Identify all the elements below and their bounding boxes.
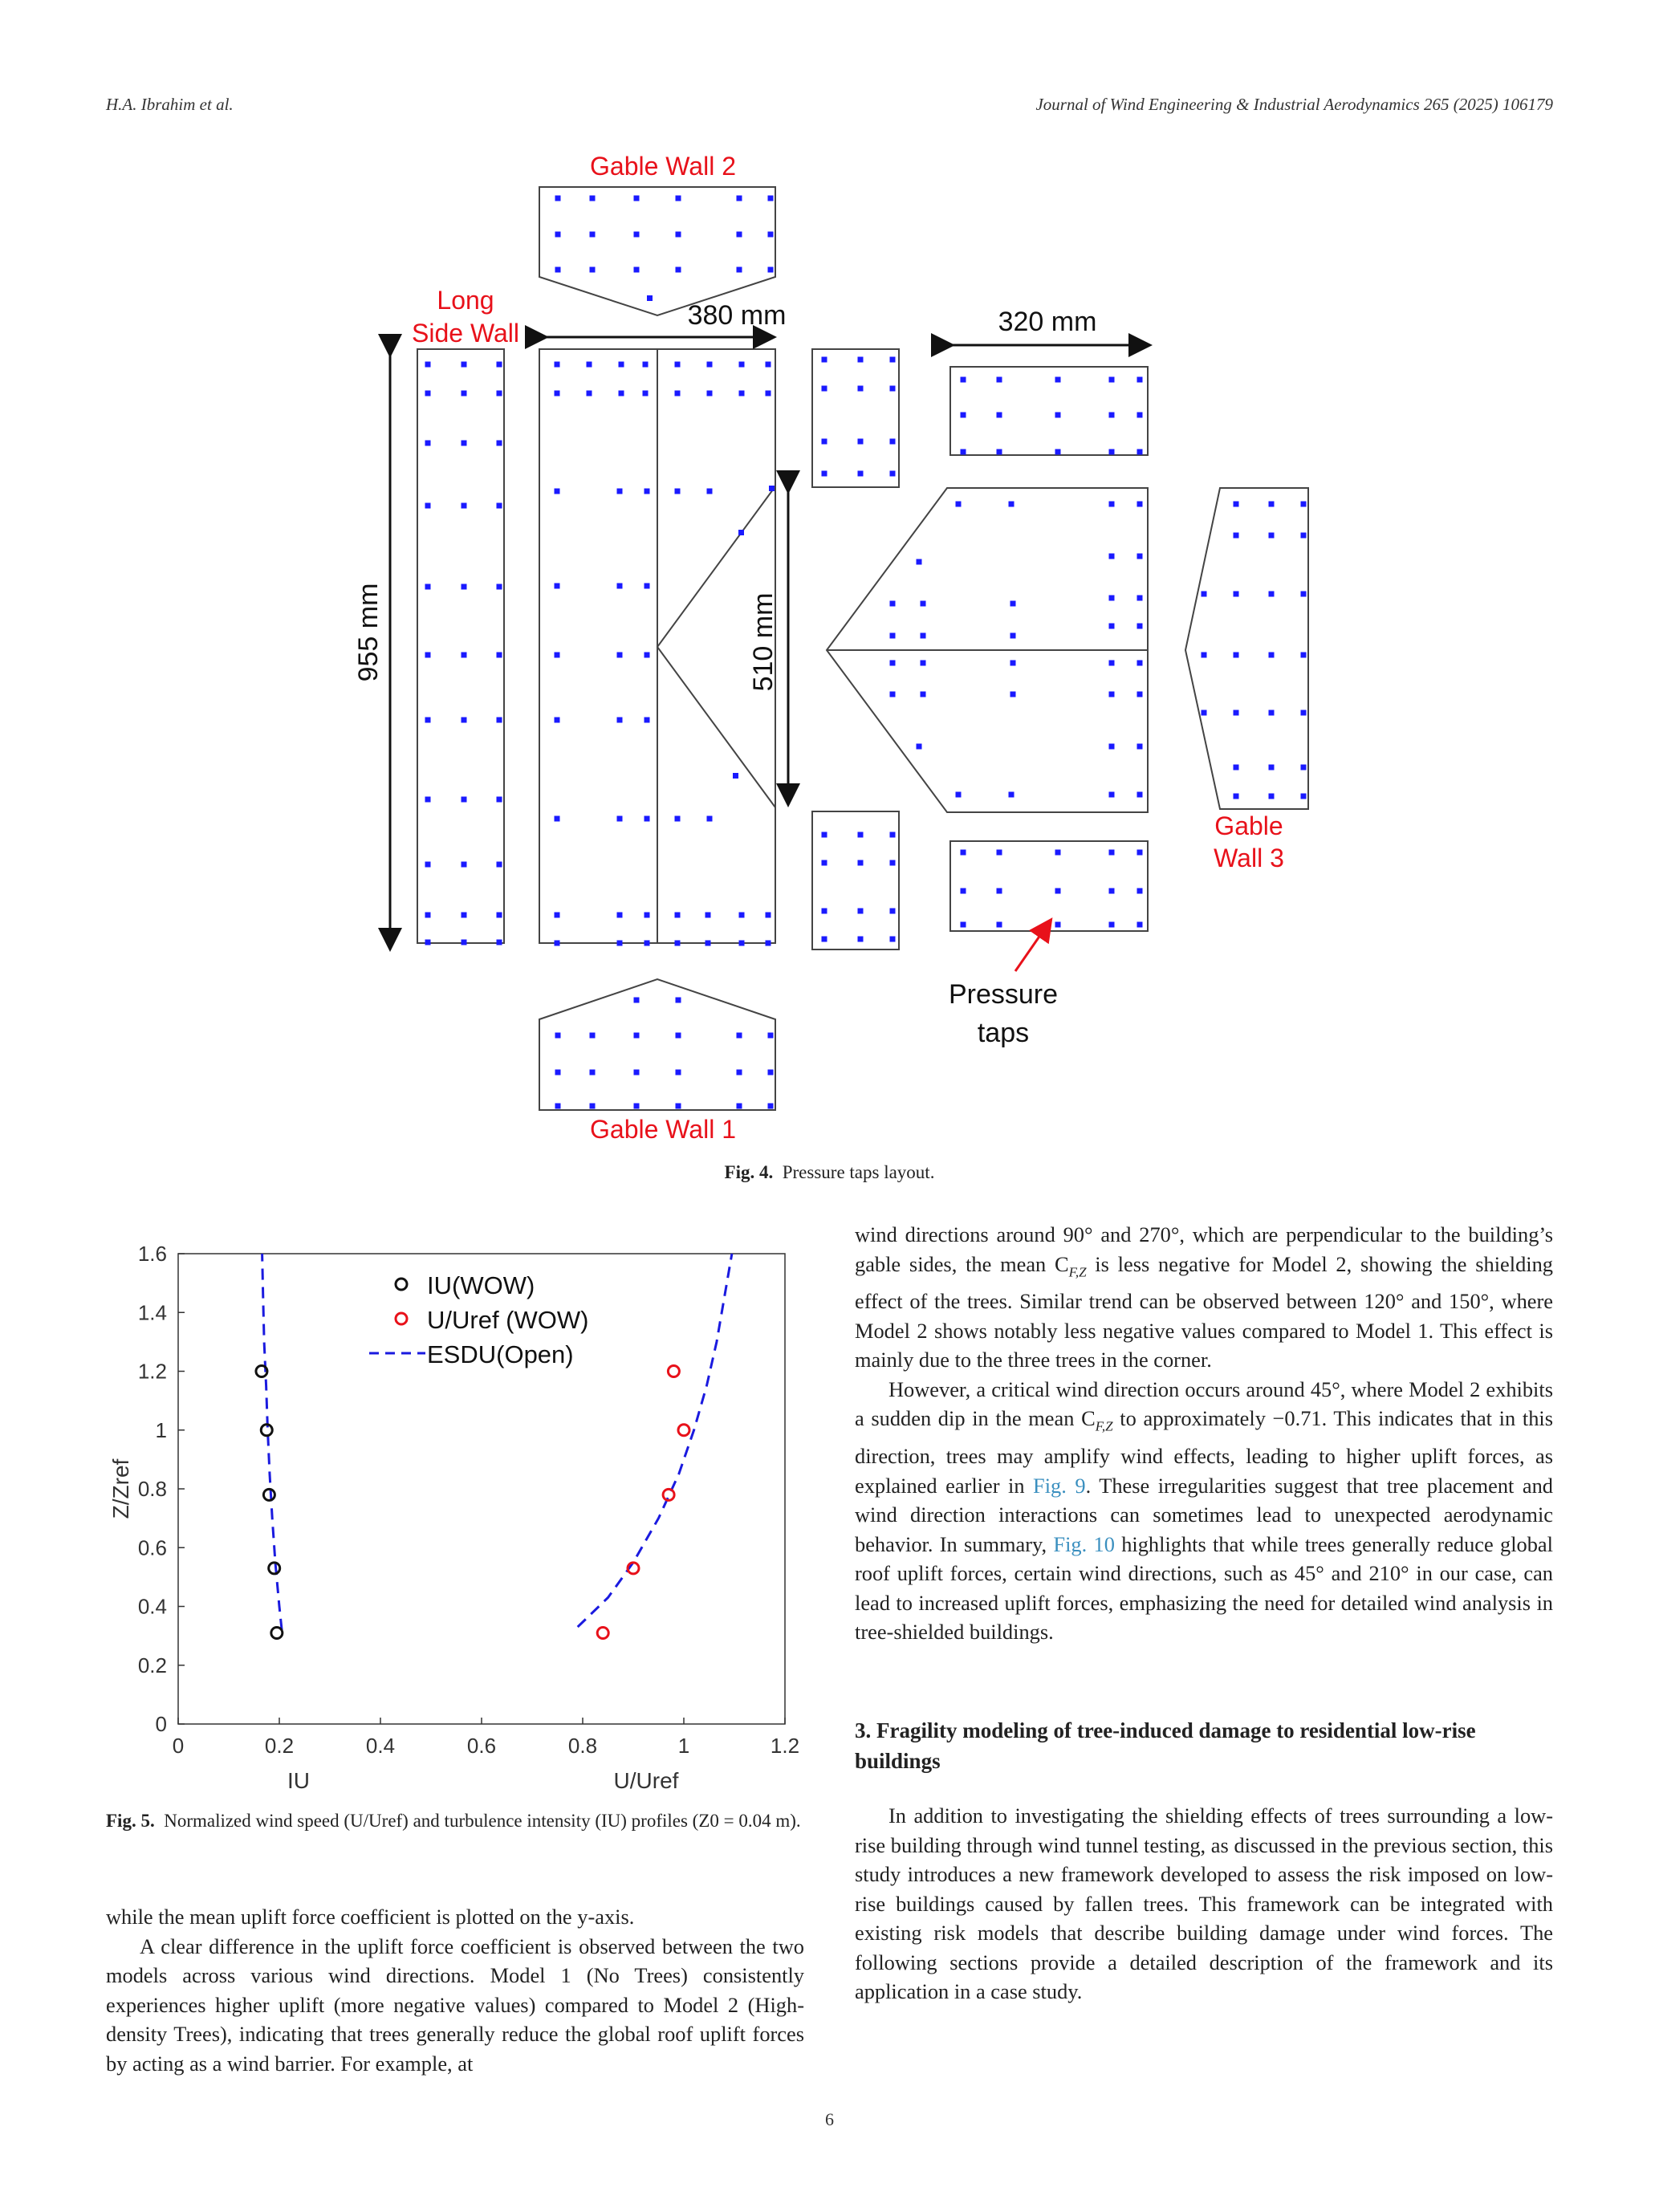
right-paragraph-2 xyxy=(855,1375,1553,1647)
chart-ylabel: Z/Zref xyxy=(108,1458,133,1519)
fig9-link[interactable]: Fig. 9 xyxy=(1033,1473,1086,1498)
running-header-journal: Journal of Wind Engineering & Industrial Aerodynamics 265 (2025) 106179 xyxy=(1035,95,1553,114)
right-column-text xyxy=(855,1220,1553,1647)
right-p2-b: to approximately −0.71. This indicates that in this direction, trees may amplify wind effects, leading to higher uplift forces, as explained earlier in xyxy=(855,1406,1553,1498)
fig10-link[interactable]: Fig. 10 xyxy=(1053,1531,1115,1556)
label-pressure-taps-2: taps xyxy=(977,1018,1030,1048)
label-gable-wall-3-2: Wall 3 xyxy=(1214,844,1284,872)
cfz-subscript-1: F,Z xyxy=(1068,1263,1087,1279)
legend-label-esdu: ESDU(Open) xyxy=(427,1340,574,1368)
right-p1-a: wind directions around 90° and 270°, which are perpendicular to the building’s gable sides, the mean C xyxy=(855,1222,1553,1276)
running-header-authors: H.A. Ibrahim et al. xyxy=(106,95,234,114)
fig4-caption-text: Pressure taps layout. xyxy=(782,1162,935,1182)
fig5-caption-label: Fig. 5. xyxy=(106,1811,155,1831)
label-long-side-wall-1: Long xyxy=(437,286,494,315)
left-paragraph-2: A clear difference in the uplift force coefficient is observed between the two models across various wind directions. Model 1 (No Trees) consistently experiences higher uplift (more negative values) compared to Model 2 (High-density Trees), indicating that trees generally reduce the global roof uplift forces by acting as a wind barrier. For example, at xyxy=(106,1933,804,2076)
y-tick-label: 1 xyxy=(155,1417,167,1442)
right-p2-d: highlights that while trees generally reduce global roof uplift forces, certain wind directions, such as 45° and 210° in our case, can lead to increased uplift forces, emphasizing the need for detailed wind analysis in tree-shielded buildings. xyxy=(855,1531,1553,1645)
label-pressure-taps-1: Pressure xyxy=(948,979,1059,1010)
section-3-heading: 3. Fragility modeling of tree-induced damage to residential low-rise buildings xyxy=(855,1718,1476,1773)
chart-xlabel-uuref: U/Uref xyxy=(613,1768,679,1793)
legend-label-uuref: U/Uref (WOW) xyxy=(427,1306,589,1334)
cfz-subscript-2: F,Z xyxy=(1095,1418,1113,1434)
fig4-caption-label: Fig. 4. xyxy=(724,1162,774,1182)
left-paragraph-1: while the mean uplift force coefficient is plotted on the y-axis. xyxy=(106,1905,635,1929)
right-p2-a: However, a critical wind direction occurs around 45°, where Model 2 exhibits a sudden dip in the mean C xyxy=(855,1376,1553,1431)
left-column-text xyxy=(106,1902,804,2078)
fig5-caption-text: Normalized wind speed (U/Uref) and turbulence intensity (IU) profiles (Z0 = 0.04 m). xyxy=(164,1811,801,1831)
legend-label-iu: IU(WOW) xyxy=(427,1271,535,1299)
x-tick-label: 0.8 xyxy=(567,1734,598,1758)
fig5-caption xyxy=(106,1807,804,1835)
right-column-text-2 xyxy=(855,1801,1553,2007)
y-tick-label: 0.6 xyxy=(137,1535,167,1560)
label-gable-wall-3-1: Gable xyxy=(1214,811,1283,840)
label-gable-wall-2: Gable Wall 2 xyxy=(590,152,736,181)
x-tick-label: 0.6 xyxy=(466,1734,497,1758)
y-tick-label: 0.8 xyxy=(137,1477,167,1501)
x-tick-label: 0.2 xyxy=(264,1734,295,1758)
y-tick-label: 0.4 xyxy=(137,1594,167,1619)
x-tick-label: 0 xyxy=(172,1734,185,1758)
y-tick-label: 1.4 xyxy=(137,1300,167,1325)
x-tick-label: 0.4 xyxy=(365,1734,396,1758)
label-gable-wall-1: Gable Wall 1 xyxy=(590,1115,736,1144)
label-dim-955: 955 mm xyxy=(353,583,384,682)
x-tick-label: 1 xyxy=(677,1734,690,1758)
y-tick-label: 0.2 xyxy=(137,1653,167,1677)
label-dim-320: 320 mm xyxy=(998,307,1097,337)
chart-xlabel-iu: IU xyxy=(287,1768,310,1793)
right-paragraph-1 xyxy=(855,1220,1553,1375)
y-tick-label: 0 xyxy=(155,1712,167,1736)
right-p1-b: is less negative for Model 2, showing the shielding effect of the trees. Similar trend can be observed between 120° and 150°, where Model 2 shows notably less negative values compared to Model 1. This effect is mainly due to the three trees in the corner. xyxy=(855,1251,1553,1372)
y-tick-label: 1.2 xyxy=(137,1359,167,1384)
x-tick-label: 1.2 xyxy=(770,1734,800,1758)
label-long-side-wall-2: Side Wall xyxy=(412,319,519,348)
right-paragraph-3: In addition to investigating the shielding effects of trees surrounding a low-rise building through wind tunnel testing, as discussed in the previous section, this study introduces a new framework developed to assess the risk imposed on low-rise buildings caused by fallen trees. This framework can be integrated with existing risk models that describe building damage under wind forces. The following sections provide a detailed description of the framework and its application in a case study. xyxy=(855,1803,1553,2003)
right-p2-c: . These irregularities suggest that tree placement and wind direction interactions can sometimes lead to unexpected aerodynamic behavior. In summary, xyxy=(855,1473,1553,1556)
label-dim-380: 380 mm xyxy=(687,300,787,331)
page-number: 6 xyxy=(825,2109,834,2129)
label-dim-510: 510 mm xyxy=(748,592,779,692)
y-tick-label: 1.6 xyxy=(137,1242,167,1266)
